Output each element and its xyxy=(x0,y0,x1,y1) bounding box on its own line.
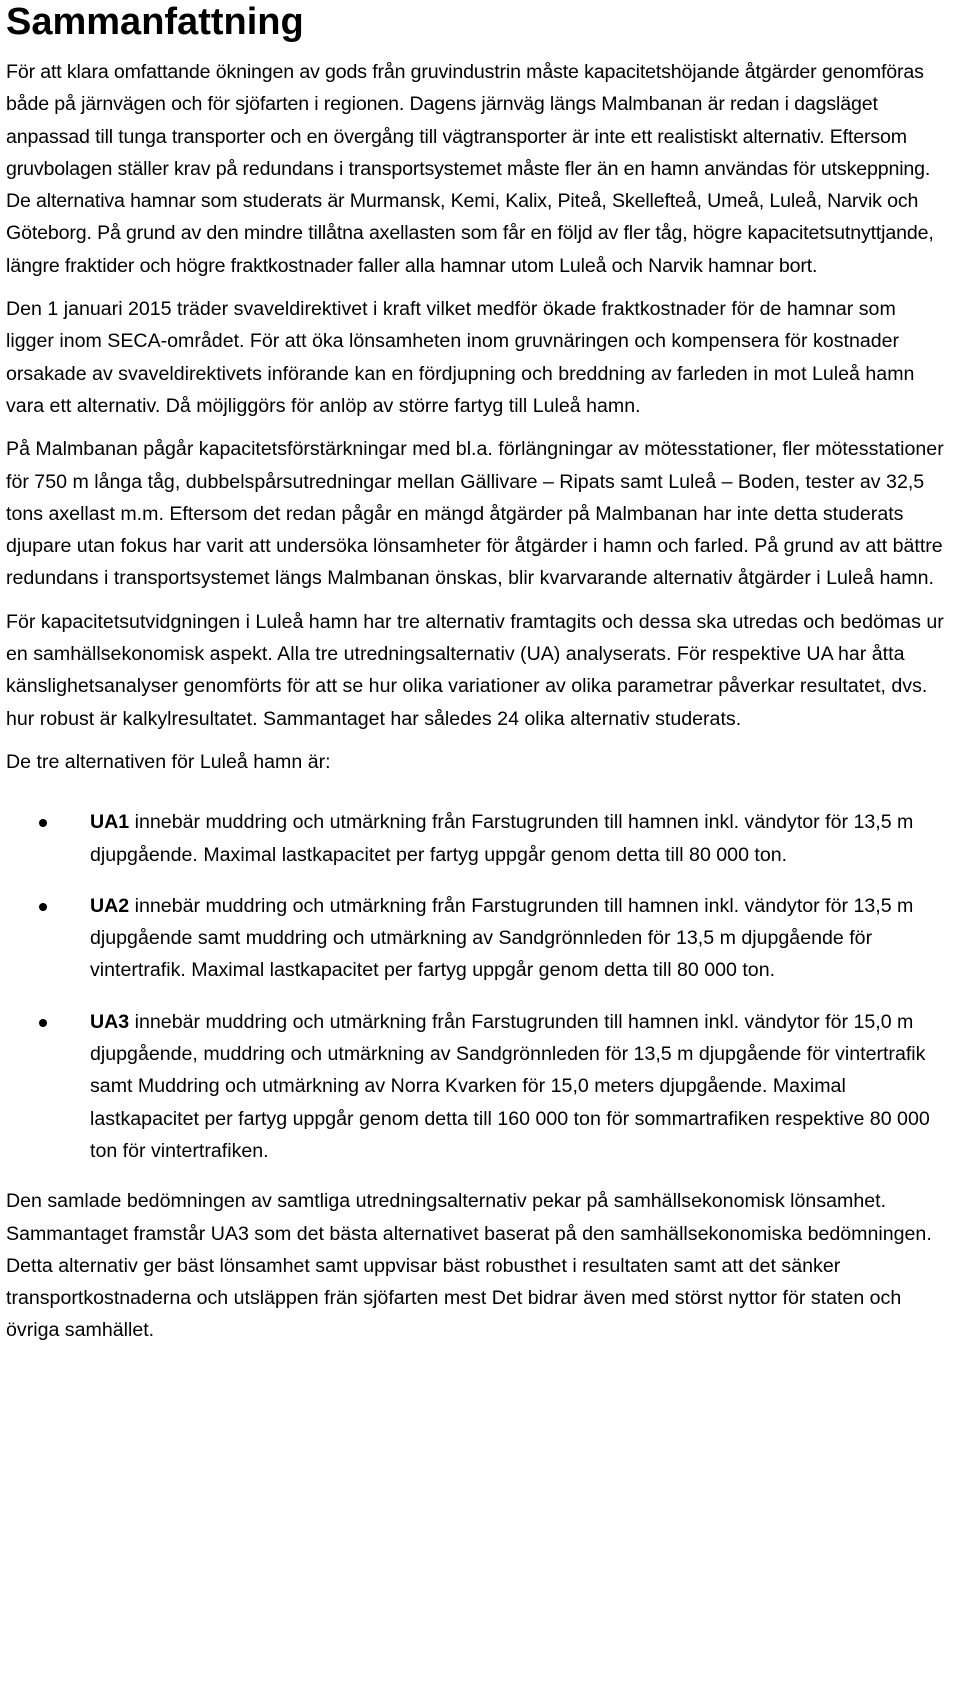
paragraph-alternatives-intro: De tre alternativen för Luleå hamn är: xyxy=(6,750,331,773)
alternative-description: innebär muddring och utmärkning från Farstugrunden till hamnen inkl. vändytor för 13,5 m djupgående. Maximal lastkapacitet per fartyg uppgår genom detta till 80 000 ton. xyxy=(90,811,914,866)
alternative-code: UA1 xyxy=(90,811,130,834)
bullet-icon xyxy=(39,1019,47,1027)
bullet-icon xyxy=(39,903,47,911)
alternatives-list xyxy=(6,806,946,1167)
paragraph-sulphur-directive: Den 1 januari 2015 träder svaveldirektivet i kraft vilket medför ökade fraktkostnader för de hamnar som ligger inom SECA-området. För att öka lönsamheten inom gruvnäringen och kompensera för kostnader orsakade av svaveldirektivets införande kan en fördjupning och breddning av farleden in mot Luleå hamn vara ett alternativ. Då möjliggörs för anlöp av större fartyg till Luleå hamn. xyxy=(6,298,915,417)
list-item-ua2 xyxy=(6,890,946,987)
alternative-code: UA2 xyxy=(90,894,130,917)
list-item-ua3 xyxy=(6,1006,946,1167)
paragraph-intro: För att klara omfattande ökningen av gods från gruvindustrin måste kapacitetshöjande åtgärder genomföras både på järnvägen och för sjöfarten i regionen. Dagens järnväg längs Malmbanan är redan i dagsläget anpassad till tunga transporter och en övergång till vägtransporter är inte ett realistiskt alternativ. Eftersom gruvbolagen ställer krav på redundans i transportsystemet måste fler än en hamn användas för utskeppning. De alternativa hamnar som studerats är Murmansk, Kemi, Kalix, Piteå, Skellefteå, Umeå, Luleå, Narvik och Göteborg. På grund av den mindre tillåtna axellasten som får en följd av fler tåg, högre kapacitetsutnyttjande, längre fraktider och högre fraktkostnader faller alla hamnar utom Luleå och Narvik hamnar bort. xyxy=(6,61,934,277)
alternative-description: innebär muddring och utmärkning från Farstugrunden till hamnen inkl. vändytor för 15,0 m djupgående, muddring och utmärkning av Sandgrönnleden för 13,5 m djupgående för vintertrafik samt Muddring och utmärkning av Norra Kvarken för 15,0 meters djupgående. Maximal lastkapacitet per fartyg uppgår genom detta till 160 000 ton för sommartrafiken respektive 80 000 ton för vintertrafiken. xyxy=(90,1010,930,1162)
paragraph-capacity-expansion: För kapacitetsutvidgningen i Luleå hamn har tre alternativ framtagits och dessa ska utredas och bedömas ur en samhällsekonomisk aspekt. Alla tre utredningsalternativ (UA) analyserats. För respektive UA har åtta känslighetsanalyser genomförts för att se hur olika variationer av olika parametrar påverkar resultatet, dvs. hur robust är kalkylresultatet. Sammantaget har således 24 olika alternativ studerats. xyxy=(6,610,944,730)
paragraph-conclusion: Den samlade bedömningen av samtliga utredningsalternativ pekar på samhällsekonomisk lönsamhet. Sammantaget framstår UA3 som det bästa alternativet baserat på den samhällsekonomiska bedömningen. Detta alternativ ger bäst lönsamhet samt uppvisar bäst robusthet i resultaten samt att det sänker transportkostnaderna och utsläppen frän sjöfarten mest Det bidrar även med störst nyttor för staten och övriga samhället. xyxy=(6,1190,932,1342)
bullet-icon xyxy=(39,819,47,827)
alternative-code: UA3 xyxy=(90,1010,130,1033)
paragraph-malmbanan: På Malmbanan pågår kapacitetsförstärkningar med bl.a. förlängningar av mötesstationer, fler mötesstationer för 750 m långa tåg, dubbelspårsutredningar mellan Gällivare – Ripats samt Luleå – Boden, tester av 32,5 tons axellast m.m. Eftersom det redan pågår en mängd åtgärder på Malmbanan har inte detta studerats djupare utan fokus har varit att undersöka lönsamheter för åtgärder i hamn och farled. På grund av att bättre redundans i transportsystemet längs Malmbanan önskas, blir kvarvarande alternativ åtgärder i Luleå hamn. xyxy=(6,438,944,590)
list-item-ua1 xyxy=(6,806,946,871)
document-title: Sammanfattning xyxy=(6,1,304,43)
alternative-description: innebär muddring och utmärkning från Farstugrunden till hamnen inkl. vändytor för 13,5 m djupgående samt muddring och utmärkning av Sandgrönnleden för 13,5 m djupgående för vintertrafik. Maximal lastkapacitet per fartyg uppgår genom detta till 80 000 ton. xyxy=(90,894,914,982)
